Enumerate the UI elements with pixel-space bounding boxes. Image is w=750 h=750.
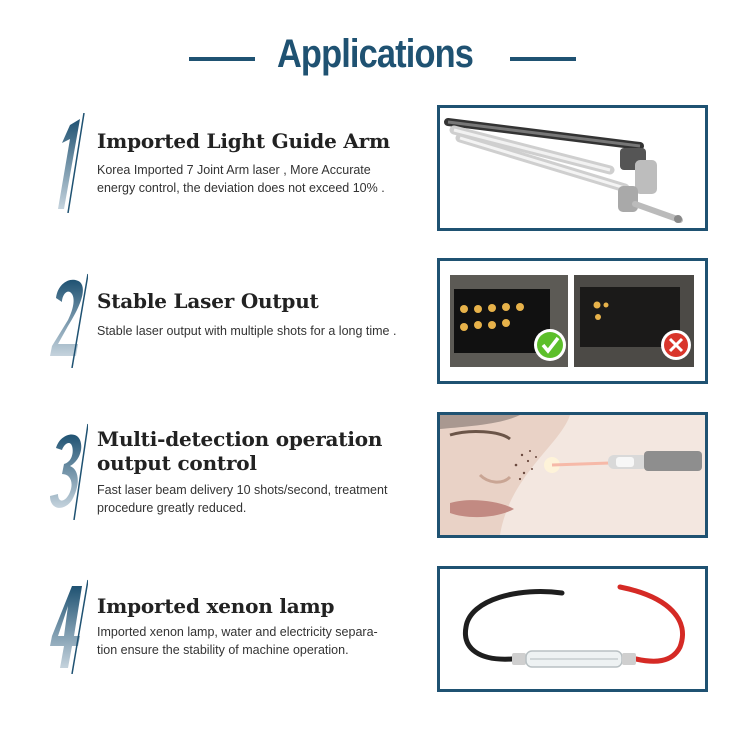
application-item-3 <box>0 410 750 540</box>
item-3-title-line1: Multi-detection operation <box>97 427 383 451</box>
item-4-desc-line1: Imported xenon lamp, water and electricity separa- <box>97 625 378 639</box>
number-1-glyph <box>48 113 88 213</box>
number-4-glyph <box>48 574 88 674</box>
item-1-desc-line1: Korea Imported 7 Joint Arm laser , More Accurate <box>97 163 371 177</box>
light-guide-arm-image <box>437 105 708 231</box>
title-divider-right <box>510 57 576 61</box>
number-2-glyph <box>48 268 88 368</box>
item-3-title-line2: output control <box>97 451 257 475</box>
item-2-desc-line1: Stable laser output with multiple shots for a long time . <box>97 324 397 338</box>
application-item-2 <box>0 258 750 388</box>
laser-output-comparison-image <box>437 258 708 384</box>
item-4-title: Imported xenon lamp <box>97 594 335 618</box>
item-4-desc-line2: tion ensure the stability of machine operation. <box>97 643 349 657</box>
number-3-glyph <box>48 420 88 520</box>
application-item-4 <box>0 566 750 696</box>
header <box>0 30 750 90</box>
xenon-lamp-image <box>437 566 708 692</box>
item-3-desc-line2: procedure greatly reduced. <box>97 501 247 515</box>
application-item-1 <box>0 105 750 235</box>
item-1-title: Imported Light Guide Arm <box>97 129 390 153</box>
facial-treatment-image <box>437 412 708 538</box>
item-3-desc-line1: Fast laser beam delivery 10 shots/second, treatment <box>97 483 388 497</box>
page-title: Applications <box>276 32 474 76</box>
item-2-title: Stable Laser Output <box>97 289 319 313</box>
item-1-desc-line2: energy control, the deviation does not exceed 10% . <box>97 181 385 195</box>
